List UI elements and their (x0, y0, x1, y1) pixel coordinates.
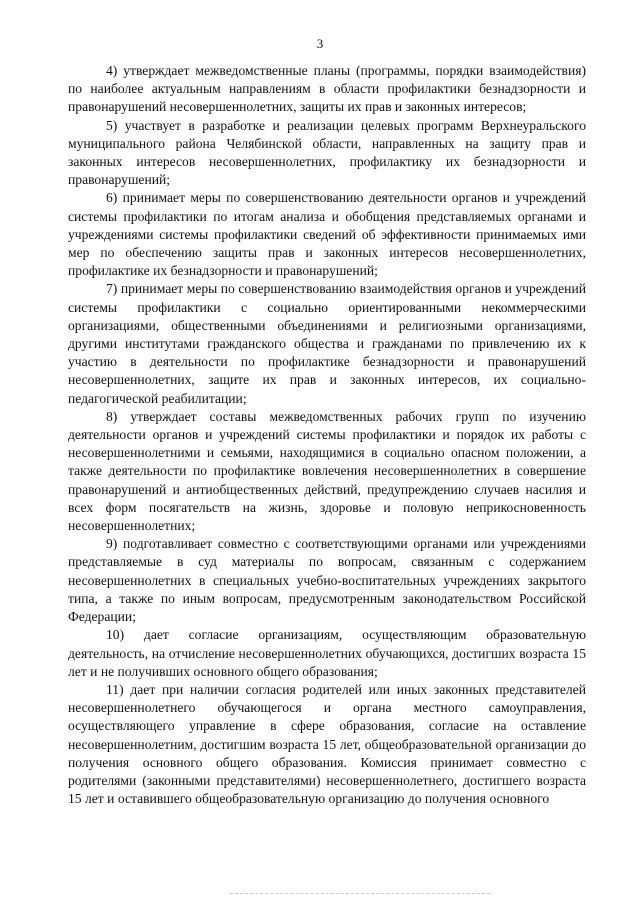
document-body (68, 62, 586, 808)
paragraph-item-6: 6) принимает меры по совершенствованию деятельности органов и учреждений системы профилактики по итогам анализа и обобщения представляемых органами и учреждениями системы профилактики сведений об эффективности принимаемых ими мер по обеспечению защиты прав и законных интересов несовершеннолетних, профилактике их безнадзорности и правонарушений; (68, 190, 586, 279)
paragraph-item-7: 7) принимает меры по совершенствованию взаимодействия органов и учреждений системы профилактики с социально ориентированными некоммерческими организациями, общественными объединениями и религиозными организациями, другими институтами гражданского общества и гражданами по привлечению их к участию в деятельности по профилактике безнадзорности и правонарушений несовершеннолетних, защите их прав и законных интересов, их социально-педагогической реабилитации; (68, 281, 586, 406)
paragraph-item-4: 4) утверждает межведомственные планы (программы, порядки взаимодействия) по наиболее актуальным направлениям в области профилактики безнадзорности и правонарушений несовершеннолетних, защиты их прав и законных интересов; (68, 63, 586, 115)
paragraph-item-8: 8) утверждает составы межведомственных рабочих групп по изучению деятельности органов и учреждений системы профилактики и порядок их работы с несовершеннолетними и семьями, находящимися в социально опасном положении, а также деятельности по профилактике вовлечения несовершеннолетних в совершение правонарушений и антиобщественных действий, предупреждению случаев насилия и всех форм посягательств на жизнь, здоровье и половую неприкосновенность несовершеннолетних; (68, 408, 586, 534)
paragraph-item-11: 11) дает при наличии согласия родителей или иных законных представителей несовершеннолетнего обучающегося и органа местного самоуправления, осуществляющего управление в сфере образования, согласие на оставление несовершеннолетним, достигшим возраста 15 лет, общеобразовательной организации до получения основного общего образования. Комиссия принимает совместно с родителями (законными представителями) несовершеннолетнего, достигшего возраста 15 лет и оставившего общеобразовательную организацию до получения основного (68, 681, 586, 807)
scan-artifact-line (230, 893, 490, 894)
paragraph-item-10: 10) дает согласие организациям, осуществляющим образовательную деятельность, на отчисление несовершеннолетних обучающихся, достигших возраста 15 лет и не получивших основного общего образования; (68, 627, 586, 679)
paragraph-item-9: 9) подготавливает совместно с соответствующими органами или учреждениями представляемые в суд материалы по вопросам, связанным с содержанием несовершеннолетних в специальных учебно-воспитательных учреждениях закрытого типа, а также по иным вопросам, предусмотренным законодательством Российской Федерации; (68, 536, 586, 625)
paragraph-item-5: 5) участвует в разработке и реализации целевых программ Верхнеуральского муниципального района Челябинской области, направленных на защиту прав и законных интересов несовершеннолетних, профилактику их безнадзорности и правонарушений; (68, 117, 586, 188)
page-number: 3 (316, 36, 324, 51)
